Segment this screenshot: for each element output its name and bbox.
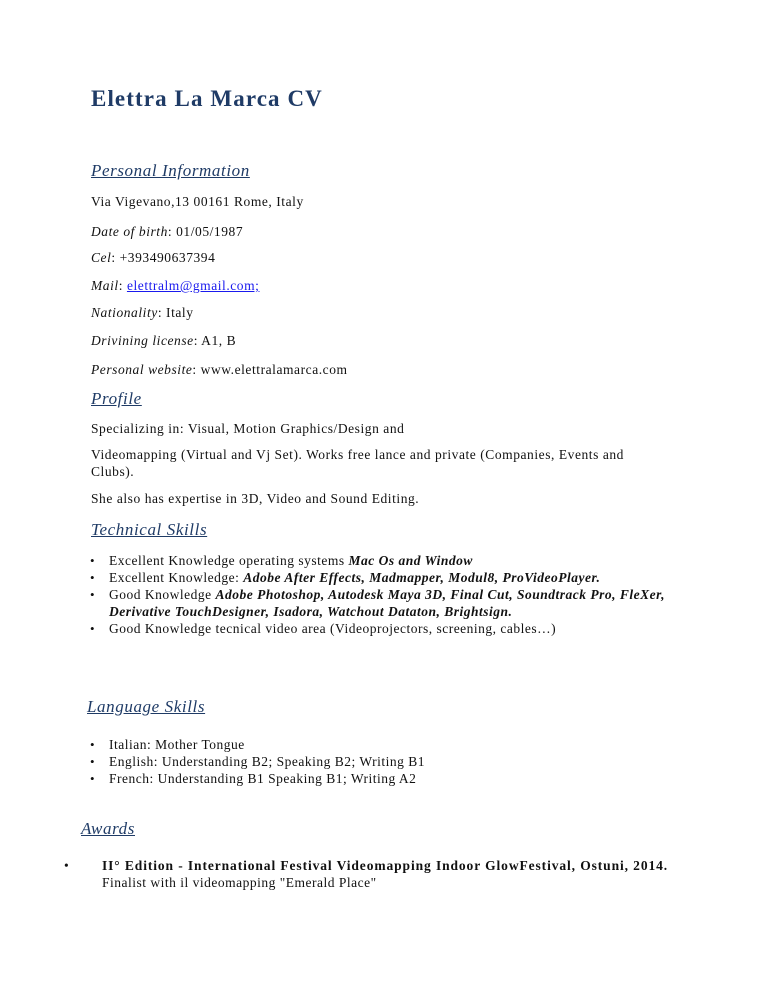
award-title: II° Edition - International Festival Videomapping Indoor GlowFestival, Ostuni, 2014. [102,858,669,873]
license-value: : A1, B [193,333,237,348]
website-value: : www.elettralamarca.com [192,362,348,377]
date-of-birth-line [91,223,243,240]
nationality-line [91,304,194,321]
list-item: • Excellent Knowledge operating systems Mac Os and Window [90,552,700,569]
bullet: • [64,858,70,873]
heading-profile: Profile [91,389,142,408]
list-item: • Good Knowledge Adobe Photoshop, Autodesk Maya 3D, Final Cut, Soundtrack Pro, FleXer, Derivative TouchDesigner, Isadora, Watchout Dataton, Brightsign. [90,586,700,620]
award-item [64,857,714,891]
website-line [91,361,348,378]
mail-separator: : [118,278,127,293]
heading-personal-information: Personal Information [91,161,250,180]
address-line: Via Vigevano,13 00161 Rome, Italy [91,194,304,209]
driving-license-line [91,332,236,349]
mail-line [91,277,259,294]
cel-label: Cel [91,250,112,265]
license-label: Drivining license [91,333,194,348]
website-label: Personal website [91,362,193,377]
nationality-value: : Italy [157,305,194,320]
nationality-label: Nationality [91,305,158,320]
mail-label: Mail [91,278,119,293]
email-link[interactable]: elettralm@gmail.com; [126,278,260,293]
profile-paragraph-1: Specializing in: Visual, Motion Graphics/Design and [91,421,405,436]
document-title: Elettra La Marca CV [91,86,323,111]
dob-label: Date of birth [91,224,168,239]
list-item: • Excellent Knowledge: Adobe After Effects, Madmapper, Modul8, ProVideoPlayer. [90,569,700,586]
list-item: • English: Understanding B2; Speaking B2; Writing B1 [90,753,690,770]
list-item: • Good Knowledge tecnical video area (Videoprojectors, screening, cables…) [90,620,700,637]
profile-paragraph-3: She also has expertise in 3D, Video and Sound Editing. [91,491,420,506]
technical-skills-list [90,552,700,637]
heading-technical-skills: Technical Skills [91,520,208,539]
heading-language-skills: Language Skills [87,697,206,716]
list-item: • Italian: Mother Tongue [90,736,690,753]
list-item: • French: Understanding B1 Speaking B1; Writing A2 [90,770,690,787]
dob-value: : 01/05/1987 [167,224,244,239]
award-description: Finalist with il videomapping "Emerald Place" [102,875,377,890]
language-skills-list [90,736,690,787]
cel-line [91,249,215,266]
cel-value: : +393490637394 [111,250,216,265]
profile-paragraph-2: Videomapping (Virtual and Vj Set). Works free lance and private (Companies, Events and Clubs). [91,447,624,479]
heading-awards: Awards [81,819,135,838]
